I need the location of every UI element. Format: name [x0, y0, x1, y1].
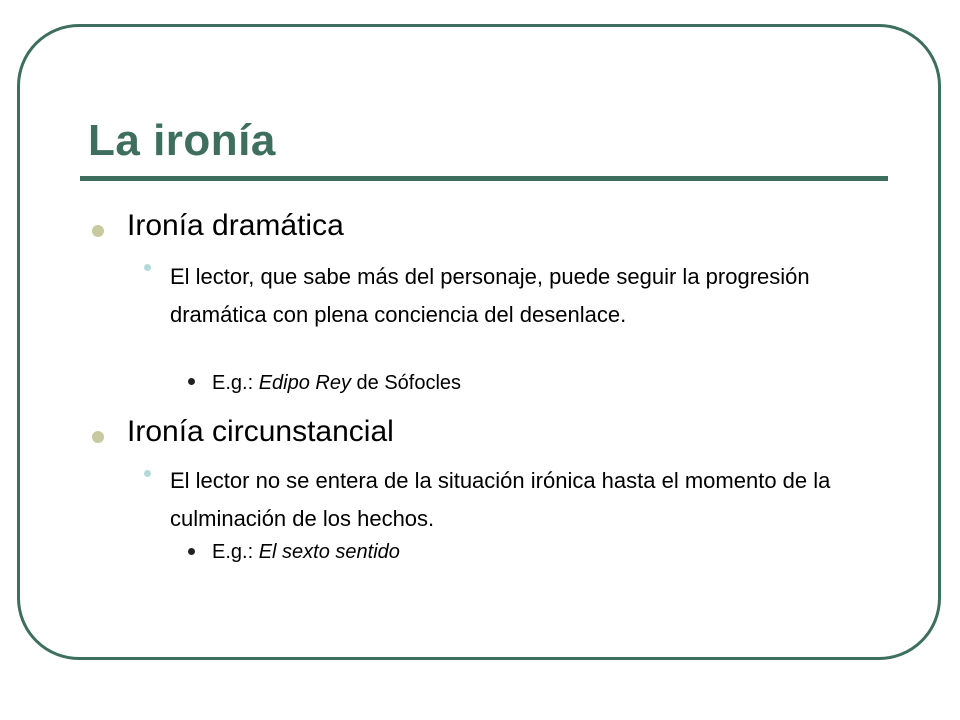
section-body-circunstancial: El lector no se entera de la situación irónica hasta el momento de la culminación de los hechos. — [170, 468, 831, 531]
section-body-dramatica: El lector, que sabe más del personaje, puede seguir la progresión dramática con plena conciencia del desenlace. — [170, 264, 810, 327]
example-work-title: Edipo Rey — [258, 372, 351, 394]
bullet-level2-icon — [144, 264, 151, 271]
title-divider — [80, 176, 888, 181]
example-prefix: E.g.: — [212, 372, 259, 394]
example-prefix: E.g.: — [212, 541, 259, 563]
section-heading-circunstancial: Ironía circunstancial — [127, 415, 394, 448]
example-work-title: El sexto sentido — [258, 541, 400, 563]
bullet-level3-icon — [188, 548, 195, 555]
slide-title: La ironía — [88, 116, 276, 165]
section-example-circunstancial — [212, 541, 400, 564]
section-heading-dramatica: Ironía dramática — [127, 209, 344, 242]
example-suffix: de Sófocles — [350, 372, 462, 394]
bullet-level3-icon — [188, 378, 195, 385]
bullet-level1-icon — [92, 225, 104, 237]
bullet-level2-icon — [144, 470, 151, 477]
bullet-level1-icon — [92, 431, 104, 443]
section-example-dramatica — [212, 372, 461, 395]
